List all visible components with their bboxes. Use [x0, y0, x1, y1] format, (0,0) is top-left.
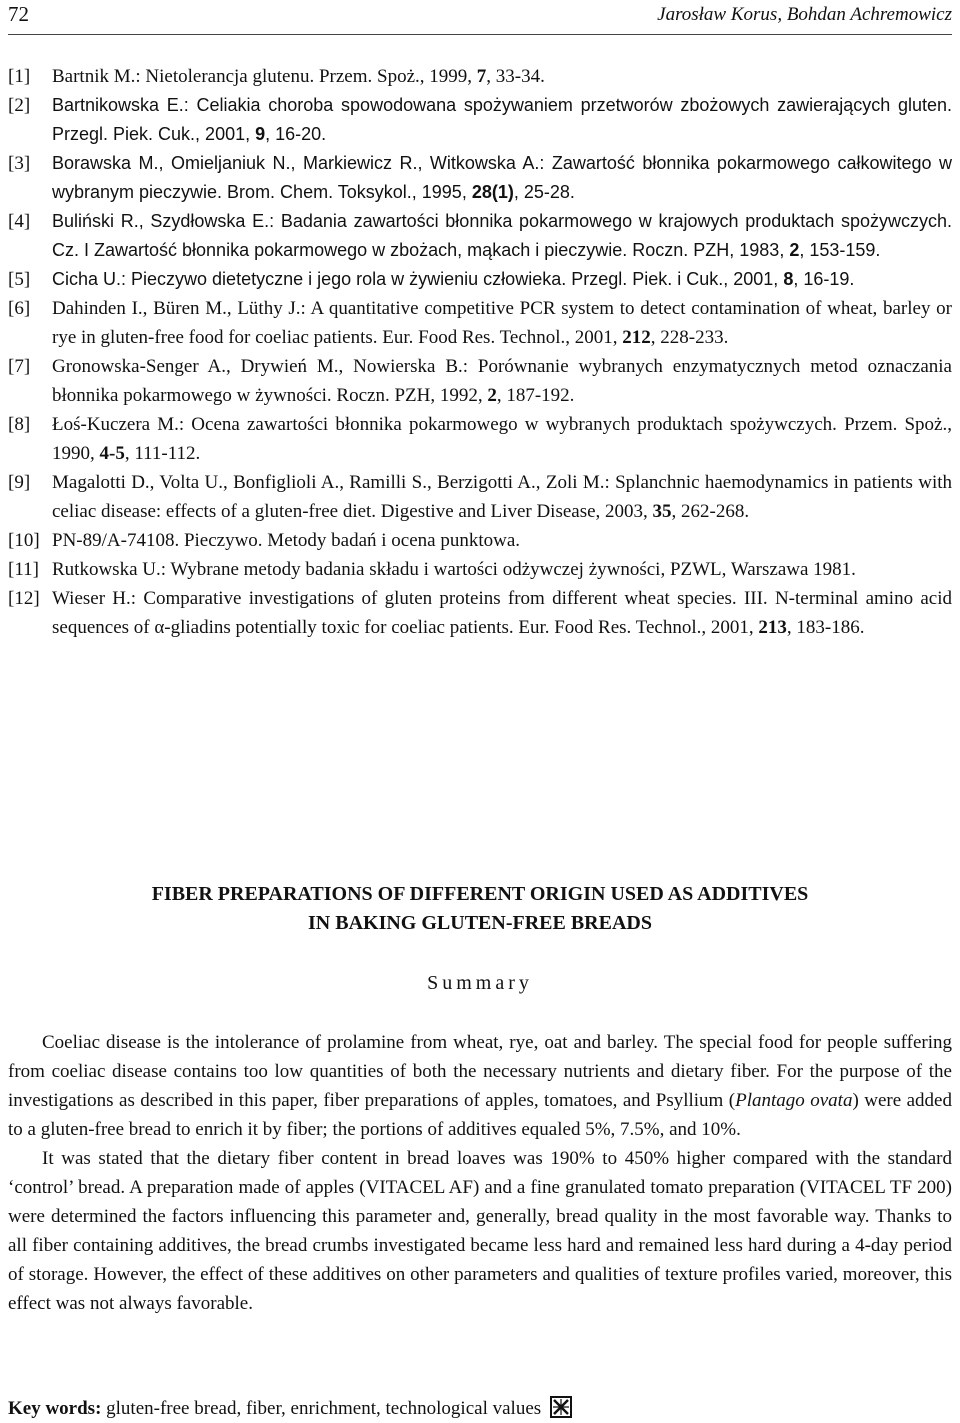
reference-item	[8, 207, 952, 265]
reference-volume: 35	[652, 501, 672, 522]
reference-number: [12]	[8, 588, 40, 609]
summary-heading: Summary	[427, 972, 533, 994]
reference-item	[8, 62, 952, 91]
abstract-paragraph-1	[8, 1028, 952, 1144]
reference-segment: , 111-112.	[124, 443, 201, 464]
reference-item	[8, 294, 952, 352]
reference-number: [6]	[8, 298, 31, 319]
abstract-text: Coeliac disease is the intolerance of prolamine from wheat, rye, oat and barley. The special food for people suffering from coeliac disease contains too low quantities of both the necessary nutrients and dietary fiber. For the purpose of the investigations as described in this paper, fiber preparations of apples, tomatoes, and Psyllium (	[8, 1032, 952, 1111]
reference-item	[8, 584, 952, 642]
reference-segment: , 183-186.	[786, 617, 865, 638]
page-number: 72	[8, 2, 29, 26]
reference-segment: Buliński R., Szydłowska E.: Badania zawartości błonnika pokarmowego w krajowych produktach spożywczych. Cz. I Zawartość błonnika pokarmowego w zbożach, mąkach i pieczywie. Roczn. PZH, 1983,	[52, 211, 952, 260]
reference-volume: 2	[789, 240, 800, 260]
reference-segment: Magalotti D., Volta U., Bonfiglioli A., Ramilli S., Berzigotti A., Zoli M.: Splanchnic haemodynamics in patients with celiac disease: effects of a gluten-free diet. Digestive and Liver Disease, 2003,	[52, 472, 952, 522]
reference-text	[52, 555, 952, 584]
species-name: Plantago ovata	[735, 1090, 853, 1111]
reference-text	[52, 91, 952, 149]
reference-volume: 28(1)	[471, 182, 514, 202]
reference-segment: Wieser H.: Comparative investigations of gluten proteins from different wheat species. III. N-terminal amino acid sequences of α-gliadins potentially toxic for coeliac patients. Eur. Food Res. Technol., 2001,	[52, 588, 952, 638]
reference-item	[8, 149, 952, 207]
reference-segment: PN-89/A-74108. Pieczywo. Metody badań i ocena punktowa.	[52, 530, 521, 551]
reference-segment: Rutkowska U.: Wybrane metody badania składu i wartości odżywczej żywności, PZWL, Warszawa 1981.	[52, 559, 856, 580]
keywords-text: gluten-free bread, fiber, enrichment, technological values	[106, 1398, 542, 1419]
reference-segment: Bartnikowska E.: Celiakia choroba spowodowana spożywaniem przetworów zbożowych zawierających gluten. Przegl. Piek. Cuk., 2001,	[52, 95, 952, 144]
reference-volume: 7	[476, 66, 487, 87]
reference-segment: , 228-233.	[650, 327, 729, 348]
page-header	[8, 0, 952, 35]
reference-volume: 4-5	[99, 443, 125, 464]
reference-item	[8, 555, 952, 584]
reference-number: [11]	[8, 559, 39, 580]
reference-text	[52, 62, 952, 91]
reference-item	[8, 91, 952, 149]
reference-text	[52, 468, 952, 526]
reference-number: [9]	[8, 472, 31, 493]
reference-volume: 2	[487, 385, 497, 406]
reference-number: [5]	[8, 269, 31, 290]
reference-text	[52, 584, 952, 642]
reference-text	[52, 410, 952, 468]
reference-number: [1]	[8, 66, 31, 87]
reference-text	[52, 265, 952, 294]
running-head: Jarosław Korus, Bohdan Achremowicz	[657, 4, 952, 25]
reference-number: [3]	[8, 153, 31, 174]
reference-number: [4]	[8, 211, 31, 232]
reference-segment: , 262-268.	[671, 501, 750, 522]
reference-segment: Łoś-Kuczera M.: Ocena zawartości błonnika pokarmowego w wybranych produktach spożywczych. Przem. Spoż., 1990,	[52, 414, 952, 464]
reference-segment: , 25-28.	[513, 182, 575, 202]
article-title-line-2: IN BAKING GLUTEN-FREE BREADS	[308, 912, 652, 934]
abstract-paragraph-2: It was stated that the dietary fiber content in bread loaves was 190% to 450% higher compared with the standard ‘control’ bread. A preparation made of apples (VITACEL AF) and a fine granulated tomato preparation (VITACEL TF 200) were determined the factors influencing this parameter and, generally, bread quality in the most favorable way. Thanks to all fiber containing additives, the bread crumbs investigated became less hard and remained less hard during a 4-day period of storage. However, the effect of these additives on other parameters and qualities of texture profiles varied, moreover, this effect was not always favorable.	[8, 1148, 952, 1314]
reference-item	[8, 468, 952, 526]
abstract-text: ) were added to a gluten-free bread to enrich it by fiber; the portions of additives equaled 5%, 7.5%, and 10%.	[8, 1090, 952, 1140]
reference-segment: Cicha U.: Pieczywo dietetyczne i jego rola w żywieniu człowieka. Przegl. Piek. i Cuk., 2001,	[52, 269, 784, 289]
reference-number: [2]	[8, 95, 31, 116]
reference-item	[8, 410, 952, 468]
reference-item	[8, 352, 952, 410]
reference-volume: 8	[783, 269, 794, 289]
reference-segment: , 33-34.	[486, 66, 545, 87]
reference-item	[8, 265, 952, 294]
reference-segment: Dahinden I., Büren M., Lüthy J.: A quantitative competitive PCR system to detect contamination of wheat, barley or rye in gluten-free food for coeliac patients. Eur. Food Res. Technol., 2001,	[52, 298, 952, 348]
reference-segment: Bartnik M.: Nietolerancja glutenu. Przem. Spoż., 1999,	[52, 66, 477, 87]
reference-segment: Borawska M., Omieljaniuk N., Markiewicz R., Witkowska A.: Zawartość błonnika pokarmowego całkowitego w wybranym pieczywie. Brom. Chem. Toksykol., 1995,	[52, 153, 952, 202]
reference-volume: 9	[255, 124, 266, 144]
article-title-line-1: FIBER PREPARATIONS OF DIFFERENT ORIGIN USED AS ADDITIVES	[151, 883, 809, 905]
reference-number: [7]	[8, 356, 31, 377]
reference-volume: 212	[622, 327, 651, 348]
abstract	[8, 1028, 952, 1318]
reference-text	[52, 352, 952, 410]
reference-number: [8]	[8, 414, 31, 435]
reference-text	[52, 149, 952, 207]
reference-segment: , 187-192.	[496, 385, 575, 406]
reference-segment: , 153-159.	[799, 240, 881, 260]
keywords-label: Key words:	[8, 1398, 102, 1419]
keywords	[8, 1394, 952, 1423]
article-title	[0, 880, 960, 938]
reference-segment: , 16-19.	[793, 269, 855, 289]
reference-text	[52, 294, 952, 352]
reference-item	[8, 526, 952, 555]
reference-volume: 213	[758, 617, 787, 638]
reference-text	[52, 207, 952, 265]
reference-number: [10]	[8, 530, 40, 551]
reference-list	[8, 62, 952, 642]
reference-text	[52, 526, 952, 555]
reference-segment: , 16-20.	[265, 124, 327, 144]
reference-segment: Gronowska-Senger A., Drywień M., Nowierska B.: Porównanie wybranych enzymatycznych metod oznaczania błonnika pokarmowego w żywności. Roczn. PZH, 1992,	[52, 356, 952, 406]
end-mark-icon	[550, 1396, 572, 1418]
